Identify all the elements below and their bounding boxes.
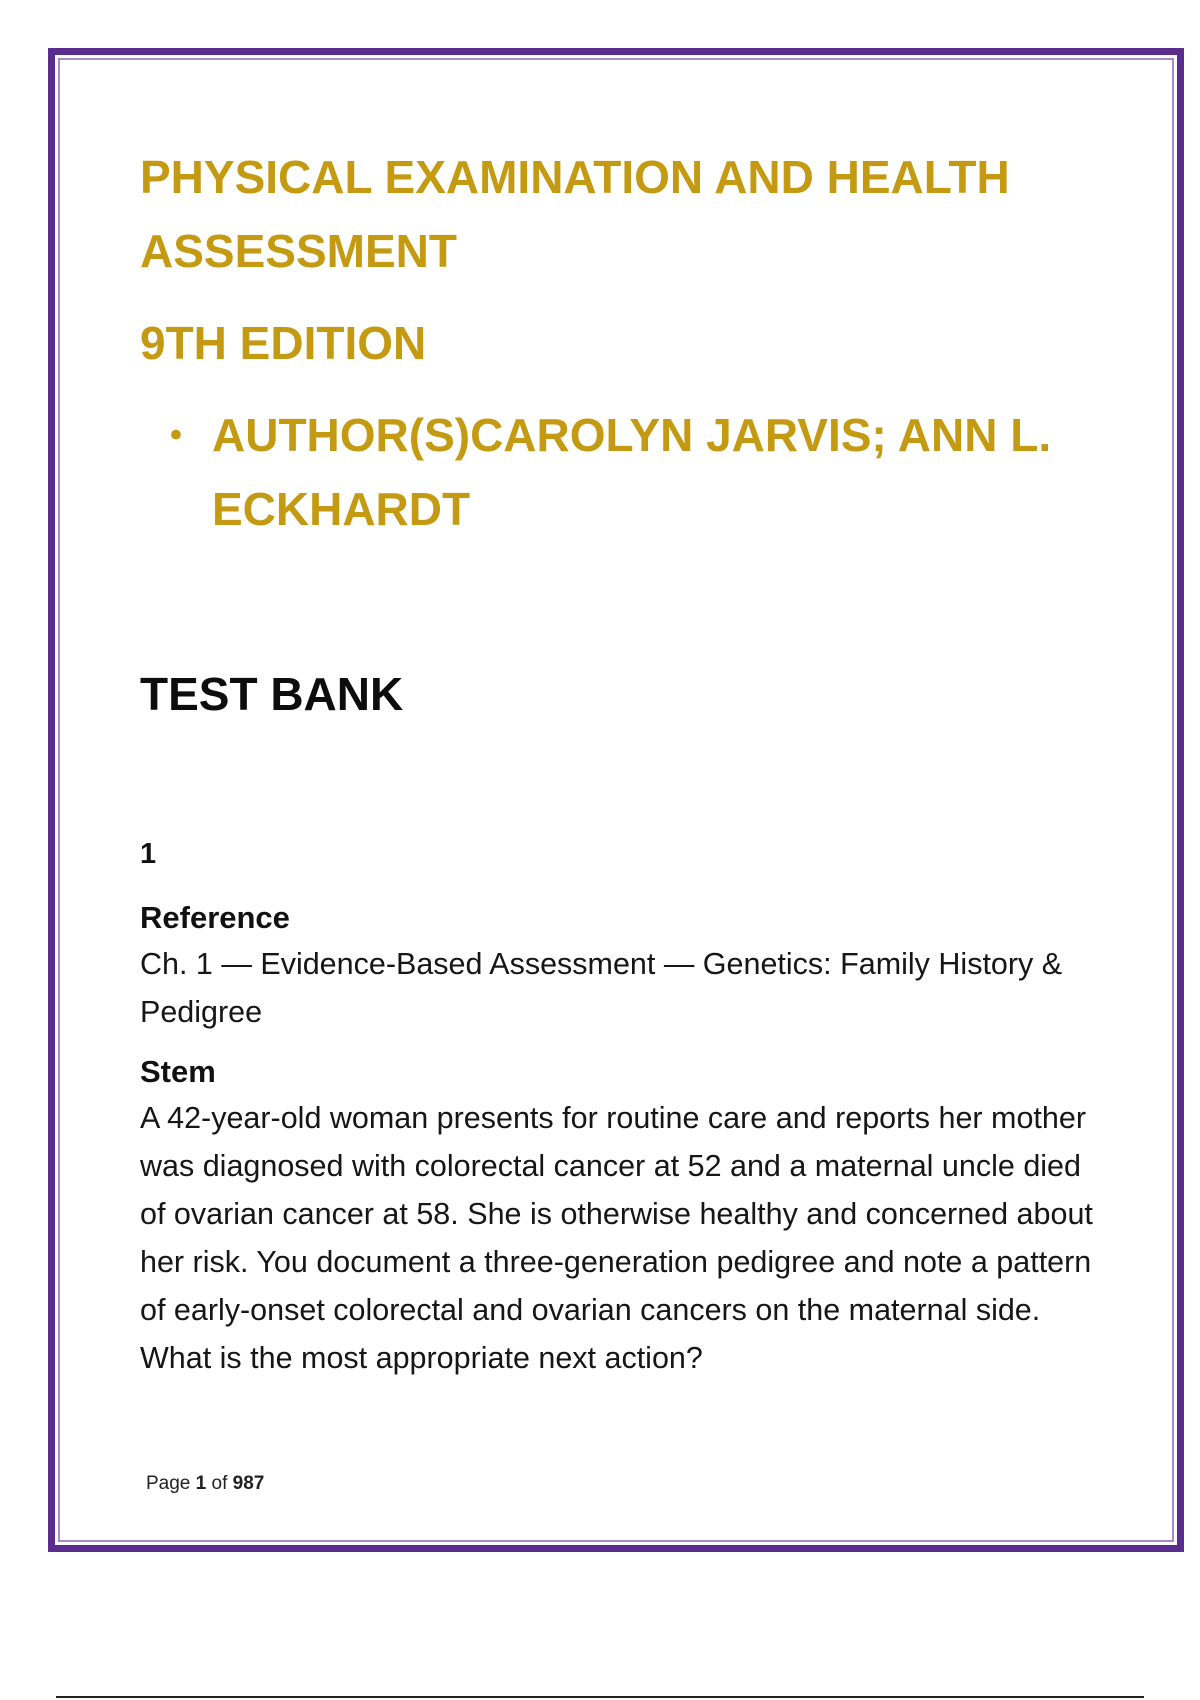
current-page: 1 [195, 1473, 207, 1494]
reference-heading: Reference [140, 900, 290, 935]
edition-label: 9TH EDITION [140, 317, 427, 369]
page-number [146, 1472, 264, 1496]
book-title: PHYSICAL EXAMINATION AND HEALTH ASSESSMENT [140, 151, 1010, 277]
author-line: AUTHOR(S)CAROLYN JARVIS; ANN L. ECKHARDT [212, 409, 1052, 535]
author-list-item [140, 398, 1100, 546]
stem-heading: Stem [140, 1054, 216, 1089]
stem-text: A 42-year-old woman presents for routine care and reports her mother was diagnosed with colorectal cancer at 52 and a maternal uncle died of ovarian cancer at 58. She is otherwise healthy and concerned about her risk. You document a three-generation pedigree and note a pattern of early-onset colorectal and ovarian cancers on the maternal side. What is the most appropriate next action? [140, 1101, 1093, 1375]
reference-text: Ch. 1 — Evidence-Based Assessment — Genetics: Family History & Pedigree [140, 947, 1063, 1029]
page-content [140, 140, 1100, 1382]
section-title: TEST BANK [140, 668, 404, 720]
of-word: of [211, 1473, 228, 1494]
bottom-divider [56, 1696, 1144, 1698]
total-pages: 987 [232, 1473, 265, 1494]
page-word: Page [146, 1473, 191, 1494]
question-number: 1 [140, 838, 157, 870]
bullet-icon: • [170, 416, 182, 454]
